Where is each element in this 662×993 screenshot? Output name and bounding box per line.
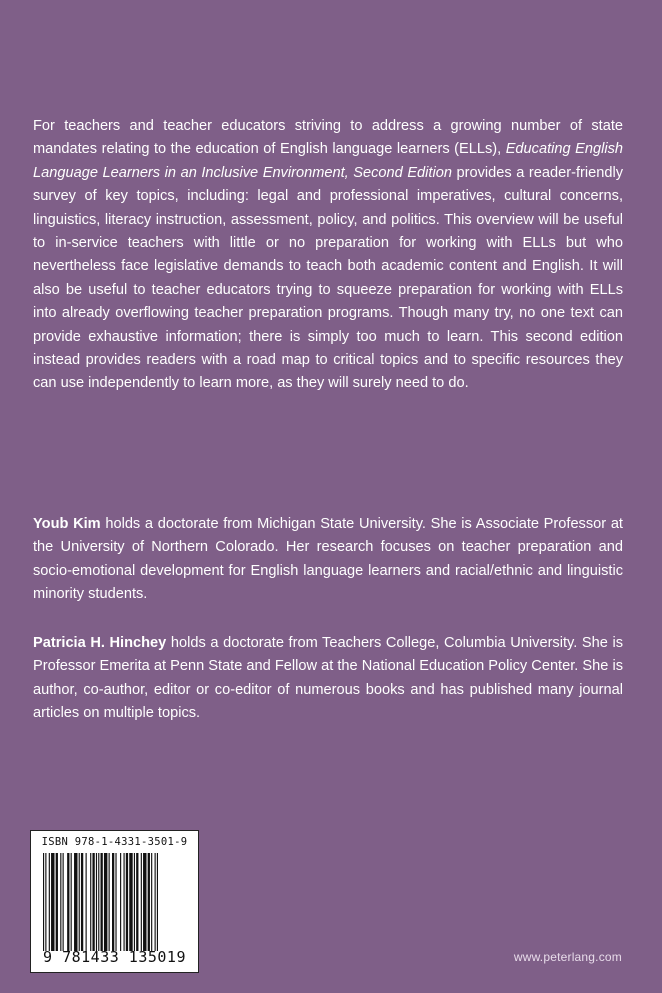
barcode-bar: [45, 853, 46, 951]
barcode-bar: [155, 853, 156, 951]
description-intro: For teachers and teacher educators striving to address a growing number of state mandates relating to the education of English language learners (ELLs),: [33, 118, 623, 158]
description-body: provides a reader-friendly survey of key topics, including: legal and professional imperatives, cultural concerns, linguistics, literacy instruction, assessment, policy, and politics. This overview will be useful to in-service teachers with little or no preparation for working with ELLs but who nevertheless face legislative demands to teach both academic content and English. It will also be useful to teacher educators trying to squeeze preparation for working with ELLs into already overflowing teacher preparation programs. Though many try, no one text can provide exhaustive information; there is simply too much to learn. This second edition instead provides readers with a road map to critical topics and to specific resources they can use independently to learn more, as they will surely need to do.: [33, 164, 623, 392]
barcode-bar: [151, 853, 152, 951]
barcode-bar: [67, 853, 69, 951]
barcode-bar: [90, 853, 91, 951]
barcode-bar: [98, 853, 99, 951]
barcode-bar: [51, 853, 54, 951]
barcode-bar: [81, 853, 83, 951]
barcode-bar: [43, 853, 44, 951]
barcode-bar: [143, 853, 146, 951]
ean-digits: 9 781433 135019: [43, 948, 186, 966]
barcode-bar: [112, 853, 114, 951]
barcode-bar: [120, 853, 121, 951]
author-bio-1: [33, 513, 623, 607]
barcode-bar: [141, 853, 142, 951]
barcode-bar: [74, 853, 77, 951]
barcode-bar: [60, 853, 61, 951]
publisher-website: www.peterlang.com: [513, 950, 622, 964]
barcode-bars: [43, 853, 194, 951]
book-title: Educating English Language Learners in an Inclusive Environment, Second Edition: [33, 141, 623, 181]
barcode-bar: [148, 853, 150, 951]
barcode-bar: [104, 853, 107, 951]
barcode-bar: [96, 853, 97, 951]
author-name-2: Patricia H. Hinchey: [33, 635, 167, 651]
barcode-bar: [63, 853, 64, 951]
author-name-1: Youb Kim: [33, 516, 101, 532]
isbn-label: ISBN 978-1-4331-3501-9: [41, 836, 188, 848]
barcode-bar: [115, 853, 116, 951]
barcode-bar: [109, 853, 110, 951]
barcode-bar: [126, 853, 128, 951]
barcode-bar: [124, 853, 125, 951]
barcode-bar: [136, 853, 138, 951]
book-description: [33, 115, 623, 396]
barcode-bar: [101, 853, 103, 951]
author-bio-text-1: holds a doctorate from Michigan State University. She is Associate Professor at the University of Northern Colorado. Her research focuses on teacher preparation and socio-emotional development for English language learners and racial/ethnic and linguistic minority students.: [33, 516, 623, 603]
barcode-bar: [56, 853, 58, 951]
barcode-bar: [134, 853, 135, 951]
barcode-bar: [157, 853, 158, 951]
barcode-bar: [129, 853, 132, 951]
barcode-bar: [79, 853, 80, 951]
barcode-bar: [71, 853, 72, 951]
barcode-bar: [49, 853, 50, 951]
barcode-bar: [92, 853, 94, 951]
isbn-barcode: [30, 830, 199, 973]
author-bio-text-2: holds a doctorate from Teachers College, Columbia University. She is Professor Emerita at Penn State and Fellow at the National Education Policy Center. She is author, co-author, editor or co-editor of numerous books and has published many journal articles on multiple topics.: [33, 635, 623, 722]
barcode-bar: [86, 853, 87, 951]
author-bio-2: [33, 632, 623, 726]
